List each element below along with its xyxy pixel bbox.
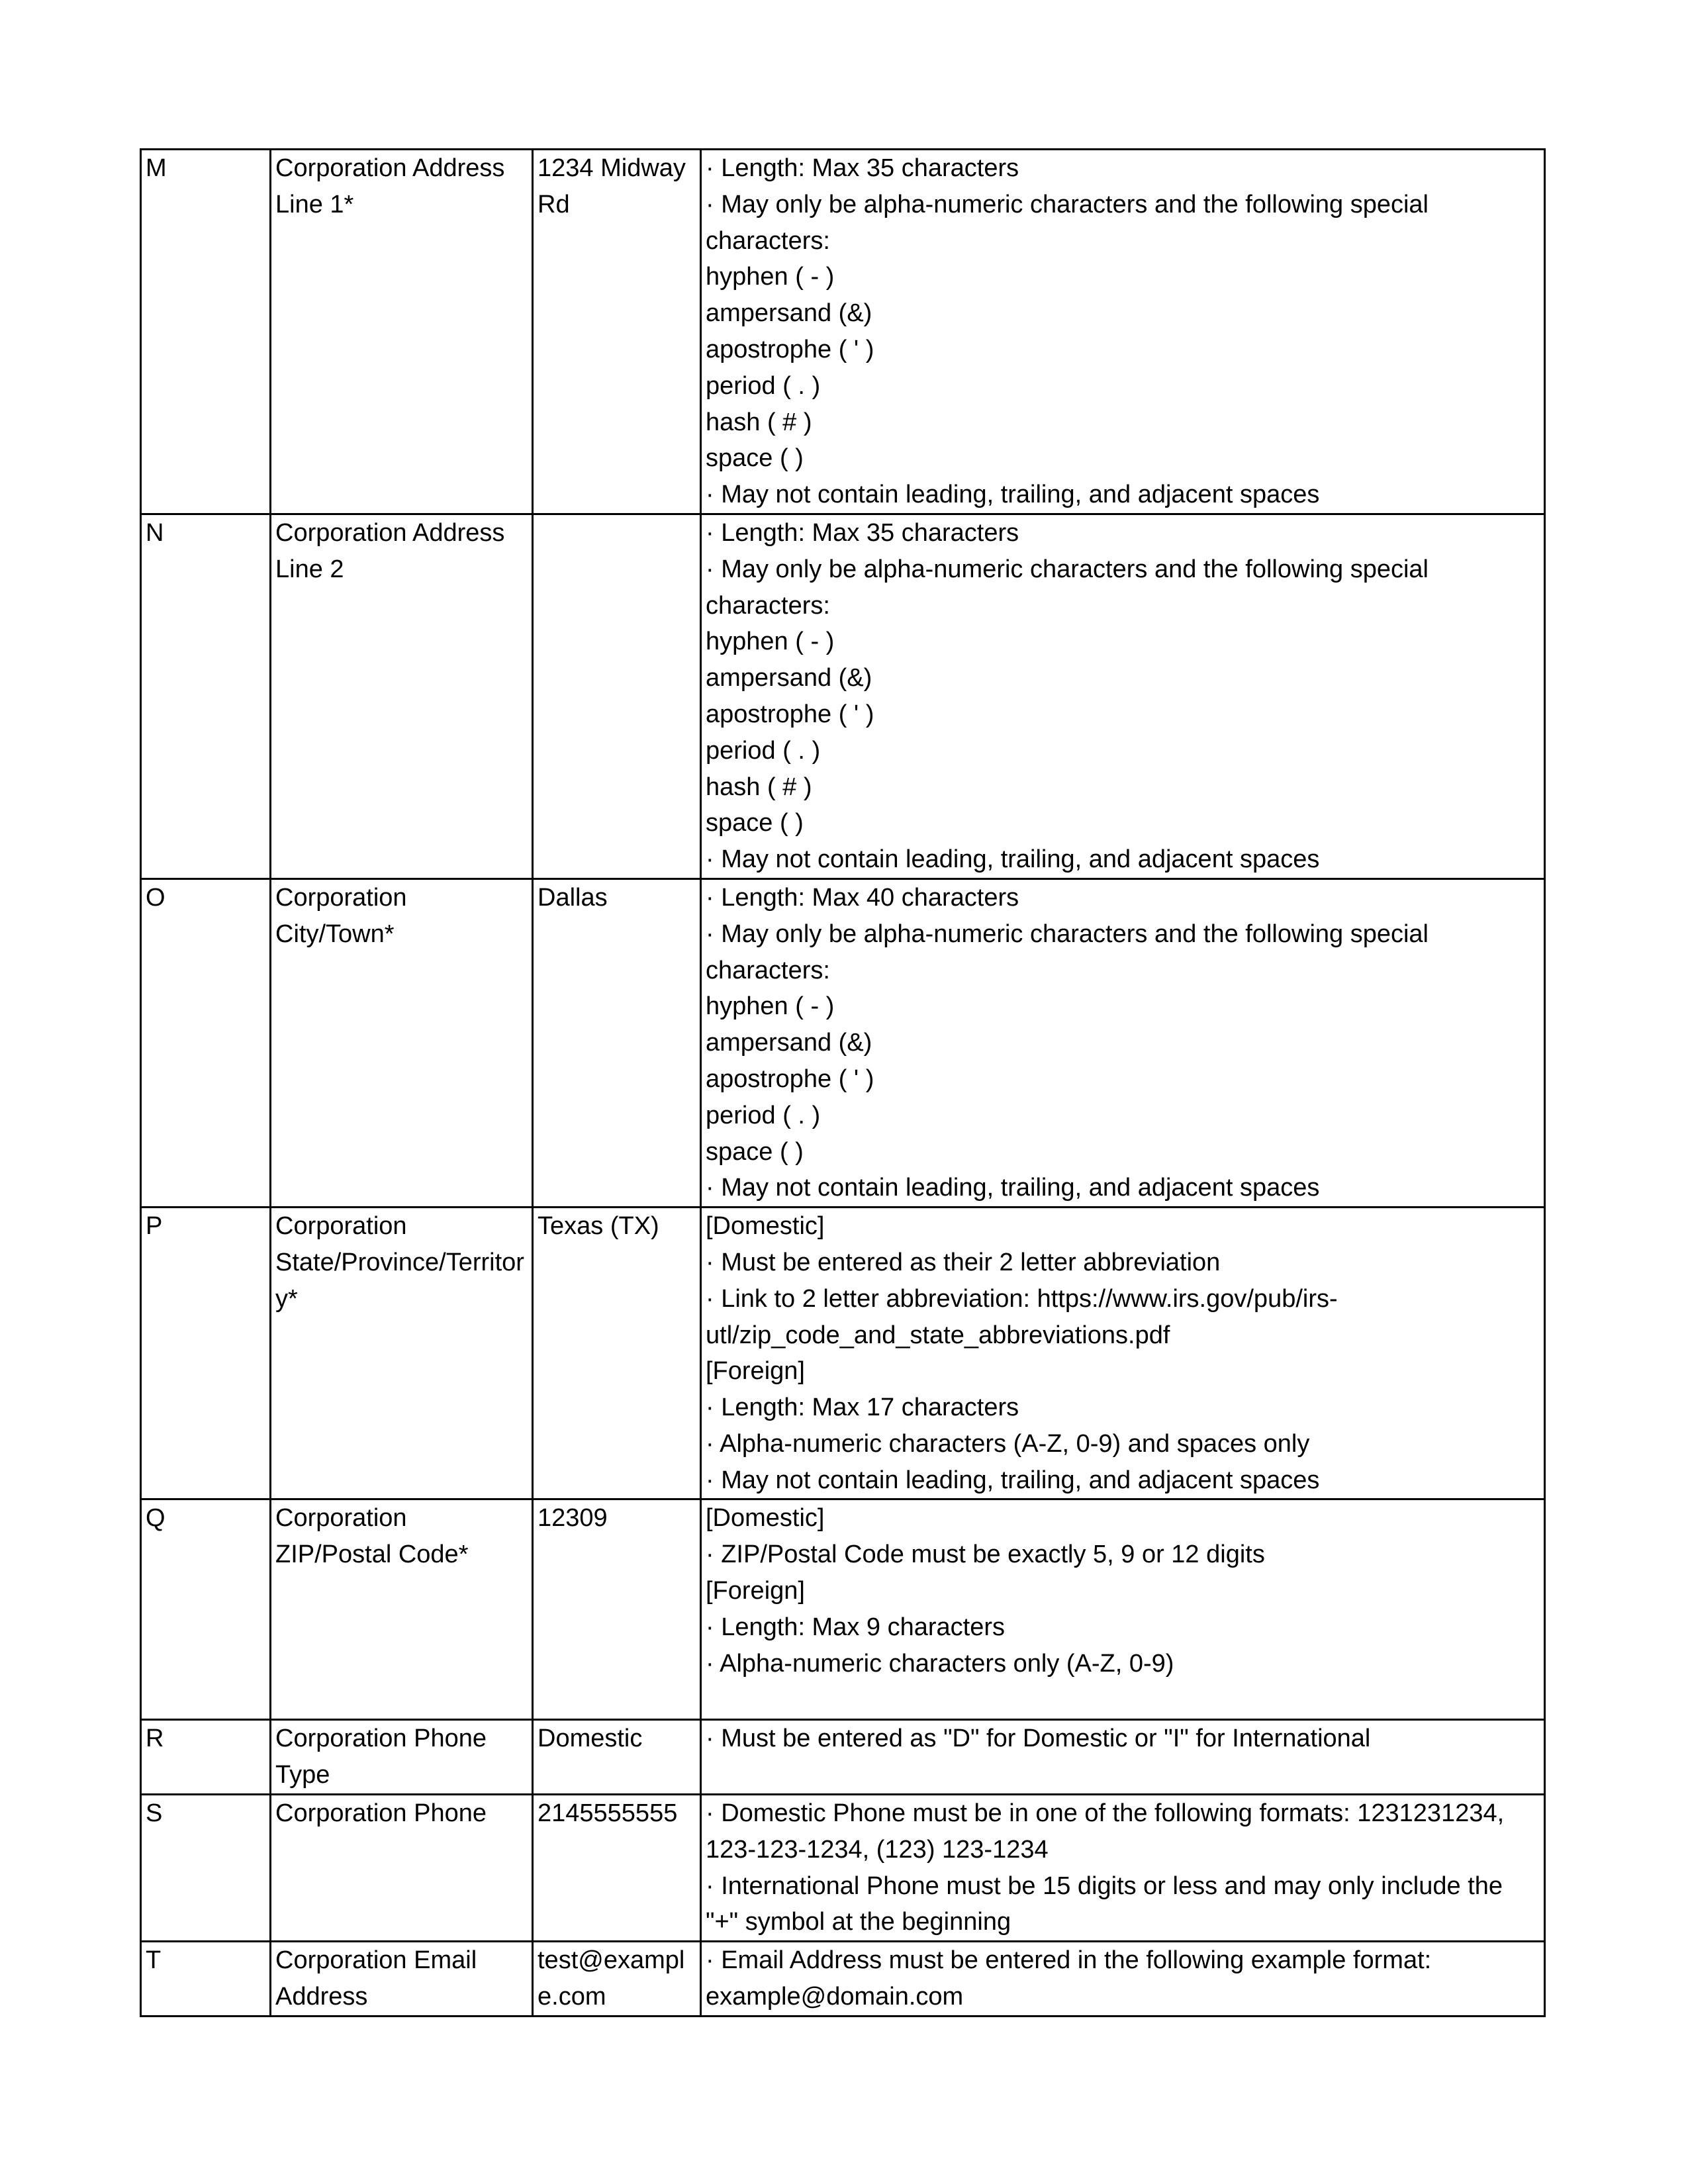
rule-line: period ( . ) [706, 371, 821, 400]
rule-line: · Domestic Phone must be in one of the following formats: 1231231234, 123-123-1234, (123) 123-1234 [706, 1799, 1505, 1864]
validation-rules [701, 878, 1545, 1207]
validation-rules [701, 1499, 1545, 1720]
rule-line: · May only be alpha-numeric characters and the following special characters: [706, 555, 1429, 620]
rule-line: space ( ) [706, 809, 804, 837]
validation-rules [701, 1942, 1545, 2017]
field-name: Corporation State/Province/Territory* [271, 1208, 533, 1499]
table-row [141, 1942, 1545, 2017]
rule-line: · May not contain leading, trailing, and adjacent spaces [706, 1466, 1320, 1494]
rule-line: · May only be alpha-numeric characters and the following special characters: [706, 920, 1429, 984]
validation-rules [701, 1208, 1545, 1499]
rule-line: · Length: Max 17 characters [706, 1394, 1019, 1422]
field-spec-table [140, 148, 1546, 2017]
rule-line: period ( . ) [706, 1101, 821, 1129]
example-value: 2145555555 [533, 1795, 701, 1942]
example-value: test@example.com [533, 1942, 701, 2017]
validation-rules [701, 150, 1545, 514]
rule-line: · May only be alpha-numeric characters and the following special characters: [706, 190, 1429, 255]
rule-line: ampersand (&) [706, 1029, 872, 1057]
column-letter: Q [141, 1499, 271, 1720]
field-name: Corporation Phone Type [271, 1720, 533, 1795]
field-name: Corporation ZIP/Postal Code* [271, 1499, 533, 1720]
rule-line: · ZIP/Postal Code must be exactly 5, 9 or 12 digits [706, 1541, 1265, 1569]
example-value [533, 514, 701, 878]
rule-line: ampersand (&) [706, 664, 872, 692]
field-name: Corporation Email Address [271, 1942, 533, 2017]
rule-line: · Must be entered as "D" for Domestic or "I" for International [706, 1725, 1371, 1753]
rule-line: hash ( # ) [706, 408, 812, 436]
table-row [141, 1208, 1545, 1499]
rule-line: · Length: Max 35 characters [706, 518, 1019, 547]
example-value: Dallas [533, 878, 701, 1207]
example-value: Texas (TX) [533, 1208, 701, 1499]
abbreviation-link-text: · Link to 2 letter abbreviation: https://www.irs.gov/pub/irs-utl/zip_code_and_state_abbreviations.pdf [706, 1284, 1338, 1349]
rule-line: · Length: Max 9 characters [706, 1613, 1005, 1641]
validation-rules [701, 1795, 1545, 1942]
field-name: Corporation City/Town* [271, 878, 533, 1207]
field-name: Corporation Address Line 1* [271, 150, 533, 514]
column-letter: O [141, 878, 271, 1207]
rule-line: · May not contain leading, trailing, and adjacent spaces [706, 845, 1320, 874]
rule-line: hyphen ( - ) [706, 628, 835, 656]
rule-line: [Foreign] [706, 1577, 805, 1605]
field-name: Corporation Address Line 2 [271, 514, 533, 878]
rule-line: hash ( # ) [706, 773, 812, 801]
rule-line: [Domestic] [706, 1504, 825, 1533]
validation-rules [701, 1720, 1545, 1795]
rule-line: space ( ) [706, 444, 804, 473]
table-row [141, 1795, 1545, 1942]
column-letter: P [141, 1208, 271, 1499]
rule-line: space ( ) [706, 1137, 804, 1166]
rule-line: · International Phone must be 15 digits or less and may only include the "+" symbol at the beginning [706, 1872, 1503, 1936]
column-letter: N [141, 514, 271, 878]
table-row [141, 1720, 1545, 1795]
example-value: 12309 [533, 1499, 701, 1720]
table-row [141, 1499, 1545, 1720]
rule-line: · May not contain leading, trailing, and adjacent spaces [706, 1174, 1320, 1202]
rule-line: ampersand (&) [706, 299, 872, 328]
field-name: Corporation Phone [271, 1795, 533, 1942]
rule-line: · Email Address must be entered in the following example format: example@domain.com [706, 1946, 1432, 2011]
rule-line: · Alpha-numeric characters (A-Z, 0-9) and spaces only [706, 1429, 1310, 1458]
column-letter: R [141, 1720, 271, 1795]
column-letter: M [141, 150, 271, 514]
rule-line: · Alpha-numeric characters only (A-Z, 0-9) [706, 1649, 1174, 1678]
rule-line: [Foreign] [706, 1357, 805, 1386]
rule-line: apostrophe ( ' ) [706, 1065, 874, 1093]
table-row [141, 150, 1545, 514]
example-value: Domestic [533, 1720, 701, 1795]
rule-line: apostrophe ( ' ) [706, 700, 874, 728]
rule-line: hyphen ( - ) [706, 992, 835, 1021]
table-row [141, 878, 1545, 1207]
rule-line: [Domestic] [706, 1212, 825, 1241]
rule-line: hyphen ( - ) [706, 263, 835, 291]
rule-line: · May not contain leading, trailing, and adjacent spaces [706, 481, 1320, 509]
rule-line: · Length: Max 35 characters [706, 154, 1019, 182]
rule-line: · Must be entered as their 2 letter abbreviation [706, 1248, 1221, 1276]
example-value: 1234 Midway Rd [533, 150, 701, 514]
table-row [141, 514, 1545, 878]
rule-line: · Length: Max 40 characters [706, 883, 1019, 912]
column-letter: S [141, 1795, 271, 1942]
rule-line: apostrophe ( ' ) [706, 335, 874, 363]
validation-rules [701, 514, 1545, 878]
rule-line: period ( . ) [706, 736, 821, 765]
column-letter: T [141, 1942, 271, 2017]
